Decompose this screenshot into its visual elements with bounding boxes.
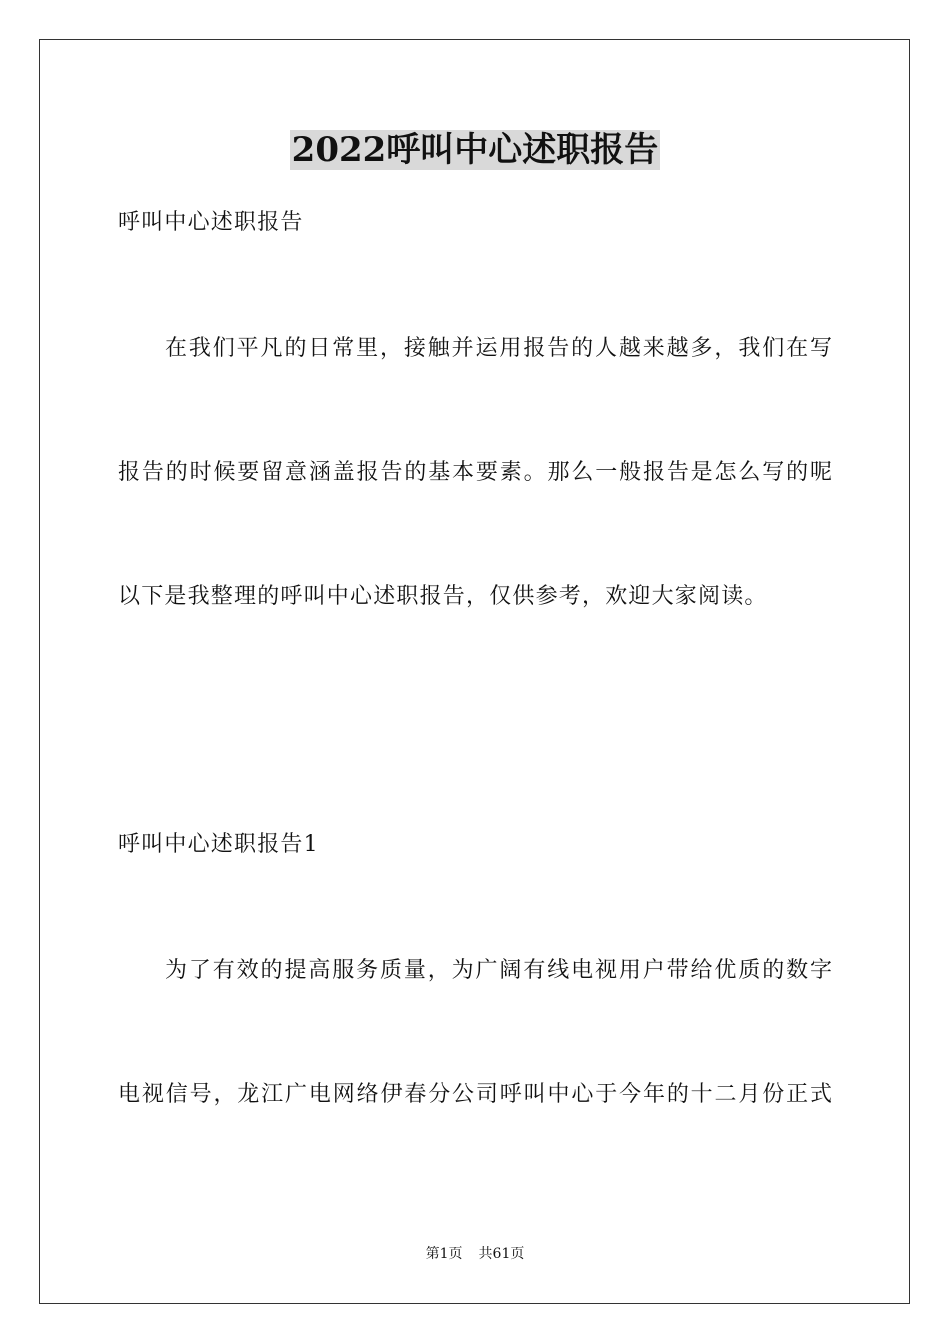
- page-number-current: 第1页: [425, 1246, 463, 1262]
- page-footer: [0, 1244, 950, 1264]
- section-line-2: 电视信号，龙江广电网络伊春分公司呼叫中心于今年的十二月份正式: [118, 1082, 832, 1107]
- section-line-1: 为了有效的提高服务质量，为广阔有线电视用户带给优质的数字: [165, 958, 832, 983]
- intro-line-3: 以下是我整理的呼叫中心述职报告，仅供参考，欢迎大家阅读。: [118, 584, 768, 609]
- document-title: [0, 128, 950, 172]
- page-number-total: 共61页: [478, 1246, 525, 1262]
- intro-line-2: 报告的时候要留意涵盖报告的基本要素。那么一般报告是怎么写的呢: [118, 460, 832, 485]
- intro-line-1: 在我们平凡的日常里，接触并运用报告的人越来越多，我们在写: [165, 336, 832, 361]
- section-heading: 呼叫中心述职报告1: [118, 832, 319, 857]
- document-subtitle: 呼叫中心述职报告: [118, 210, 304, 235]
- document-title-text: 2022呼叫中心述职报告: [291, 130, 659, 170]
